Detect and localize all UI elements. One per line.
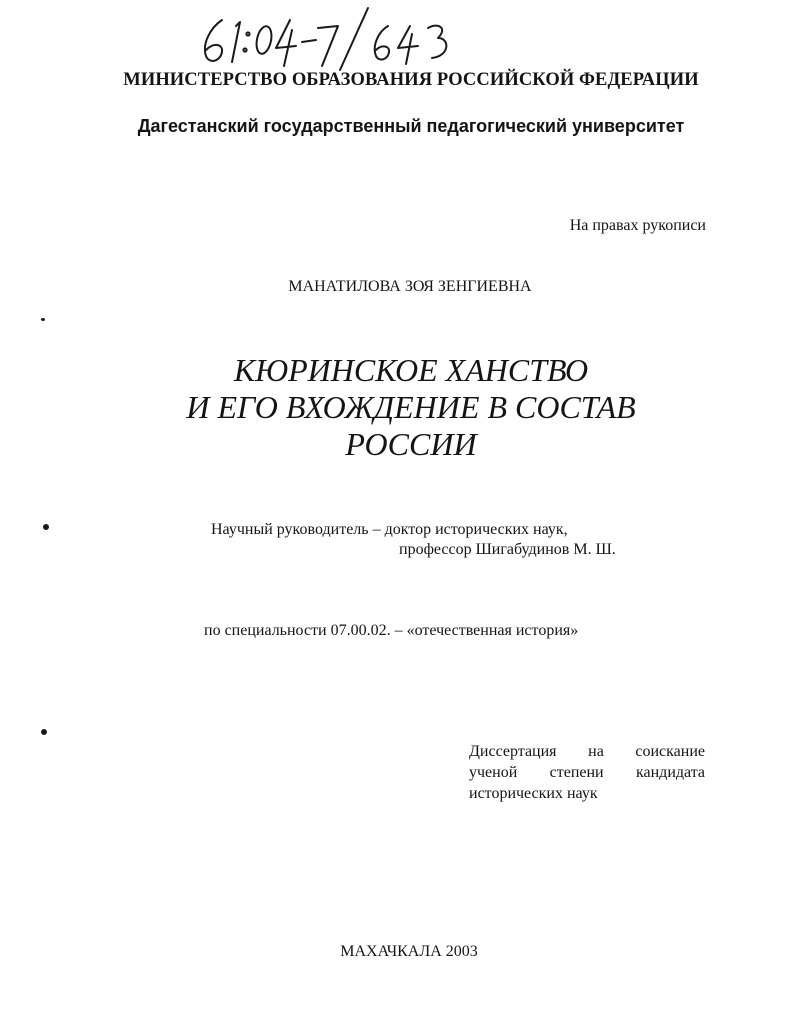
scientific-supervisor — [211, 520, 616, 560]
degree-line: ученой степени кандидата — [469, 764, 705, 781]
title-line: РОССИИ — [345, 426, 477, 462]
dissertation-title — [0, 352, 794, 463]
university-name: Дагестанский государственный педагогический университет — [137, 116, 685, 136]
dissertation-degree-note — [469, 741, 705, 804]
title-line: КЮРИНСКОЕ ХАНСТВО — [233, 352, 589, 388]
supervisor-line: Научный руководитель – доктор исторических наук, — [211, 521, 568, 538]
supervisor-line: профессор Шигабудинов М. Ш. — [399, 541, 616, 558]
city-and-year: МАХАЧКАЛА 2003 — [340, 943, 478, 960]
scan-speck — [43, 524, 49, 530]
handwritten-stamp — [192, 6, 472, 72]
ministry-heading: МИНИСТЕРСТВО ОБРАЗОВАНИЯ РОССИЙСКОЙ ФЕДЕРАЦИИ — [123, 70, 699, 90]
degree-line: Диссертация на соискание — [469, 743, 705, 760]
scan-speck — [41, 729, 47, 735]
stamp-drawing — [192, 6, 472, 72]
scan-speck — [41, 318, 45, 321]
manuscript-rights-note: На правах рукописи — [569, 217, 706, 234]
specialty-line: по специальности 07.00.02. – «отечественная история» — [204, 622, 579, 639]
author-name: МАНАТИЛОВА ЗОЯ ЗЕНГИЕВНА — [288, 278, 532, 295]
degree-line: исторических наук — [469, 785, 598, 802]
title-line: И ЕГО ВХОЖДЕНИЕ В СОСТАВ — [186, 389, 636, 425]
